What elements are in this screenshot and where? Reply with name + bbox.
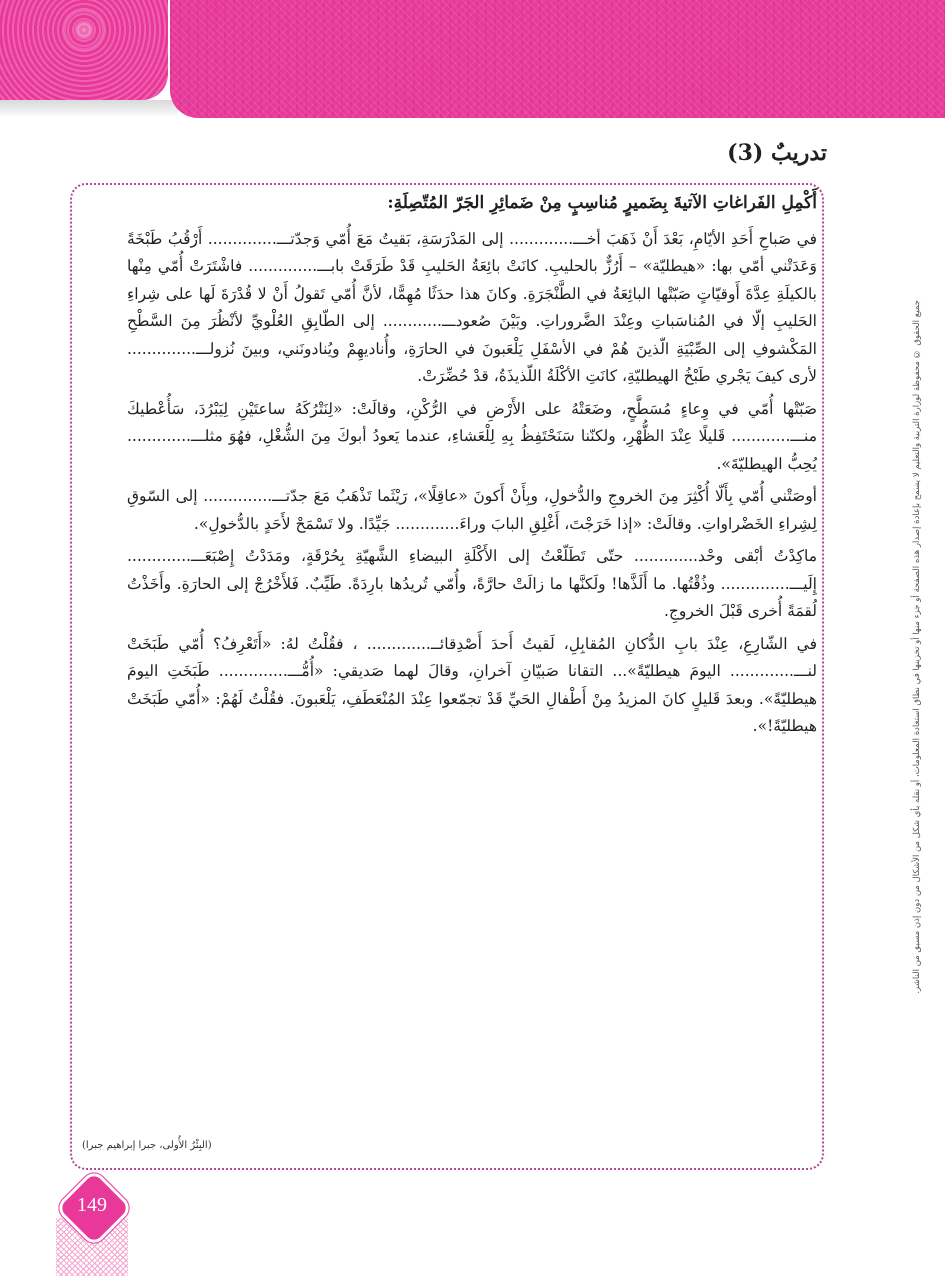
paragraph-1: في صَباحِ أَحَدِ الأيّامِ، بَعْدَ أَنْ ذَهَبَ أخـــ............. إلى المَدْرَسَةِ، بَقيتُ مَعَ أُمّي وَجدّتـــ.............. أَرْقُبُ طَبْخَةً وَعَدَتْني أمّي بها: «هيطليّة» – أَرُزٌّ بالحليبِ. كانَتْ بائِعَةُ الحَليبِ قَدْ طَرَقَتْ بابـــ.............. فاشْتَرَتْ أُمّي مِنْها بالكيلَةِ عِدَّةَ أَوقيّاتٍ صَبّتْها البائِعَةُ في الطَّنْجَرَةِ. وكانَ هذا حدَثًا مُهِمًّا، لأنَّ أُمّي تَقولُ أَنْ لا قُدْرَةَ لَها على شِراءِ الحَليبِ إلّا في المُناسَباتِ وعِنْدَ الضَّروراتِ. وبَيْنَ صُعودـــ............ إلى الطّابِقِ العُلْويِّ لأنْظُرَ مِنَ السَّطْحِ المَكْشوفِ إلى الصِّبْيَةِ الّذينَ هُمْ في الأسْفَلِ يَلْعَبونَ في الحارَةِ، وأُناديهِمْ ويُنادونَني، وبينَ نُزولـــ.............. لأرى كيفَ يَجْري طَبْخُ الهيطليّةِ، كانَتِ الأكْلَةُ اللّذيذَةُ، قدْ حُضِّرَتْ. [127,229,817,385]
exercise-instruction: أَكْمِلِ الفَراغاتِ الآتيةَ بِضَميرٍ مُناسِبٍ مِنْ ضَمائِرِ الجَرّ المُتّصِلَةِ: [387,193,817,213]
paragraph-3: أوصَتْني أُمّي بِأَلّا أُكْثِرَ مِنَ الخروجِ والدُّخولِ، وبِأَنْ أَكونَ «عاقِلًا»، رَيْثَما تَذْهَبُ مَعَ جدّتـــ.............. إلى السّوقِ لِشِراءِ الخَضْراواتِ. وقالَتْ: «إذا خَرَجْتَ، أَغْلِقِ البابَ وراءَ............. جَيِّدًا. ولا تَسْمَحْ لأَحَدٍ بالدُّخولِ». [127,487,817,533]
exercise-content [127,190,817,746]
corner-shadow [0,100,178,118]
exercise-title: تدريبٌ (3) [727,140,827,166]
source-citation: (البِئْرُ الأُولى، جبرا إبراهيم جبرا) [82,1140,212,1151]
paragraph-4: ماكِدْتُ أبْقى وحْد............. حتّى تَطَلّعْتُ إلى الأَكْلَةِ البيضاءِ الشَّهيّةِ بِحُرْقَةٍ، ومَدَدْتُ إِصْبَعَـــ............. إِلَيـــ.............. وذُقْتُها. ما أَلَذَّها! ولَكنَّها ما زالَتْ حارَّةً، وأُمّي تُريدُها بارِدَةً. طَيِّبٌ. فَلأَخْرُجْ إلى الحارَةِ. وأَخَذْتُ لُقمَةً أُخرى قَبْلَ الخروجِ. [127,547,817,620]
copyright-note: جميع الحقوق © محفوظة لوزارة التربية والتعليم لا يسمح بإعادة إصدار هذه الصفحة أو جزء منها أو تخزينها في نطاق استعادة المعلومات، أو نقله بأي شكل من الأشكال من دون إذن مسبق من الناشر. [912,300,922,994]
header-banner [170,0,945,118]
corner-decoration [0,0,168,100]
paragraph-5: في الشّارِعِ، عِنْدَ بابِ الدُّكانِ المُقابِلِ، لَقيتُ أَحدَ أَصْدِقائــ............. ، فقُلْتُ لهُ: «أَتَعْرِفُ؟ أُمّي طَبَخَتْ لنـــ............. اليومَ هيطليّةً»... التقانا صَبيّانِ آخرانِ، وقالَ لهما صَديقي: «أُمُّـــ.............. طَبَخَتِ اليومَ هيطليّةً». وبعدَ قَليلٍ كانَ المزيدُ مِنْ أَطْفالِ الحَيِّ قَدْ تجمّعوا عِنْدَ المُنْعَطَفِ، يَلْعَبونَ. فقُلْتُ لَهُمْ: «أُمّي طَبَخَتْ هيطليّةً!». [127,634,817,735]
paragraph-2: صَبّتْها أُمّي في وِعاءٍ مُسَطَّحٍ، وضَعَتْهُ على الأَرْضِ في الرُّكْنِ، وقالَتْ: «لِنَتْرُكَهُ ساعتَيْنِ لِيَبْرُدَ، سَأُعْطيكَ منـــ............ قَليلًا عِنْدَ الظُّهْرِ، ولكنّنا سَنَحْتَفِظُ بِهِ لِلْعَشاءِ، عندما يَعودُ أبوكَ مِنَ الشُّغْلِ، فهُوَ مثلـــ............. يُحِبُّ الهيطليّةَ». [127,399,817,473]
page-number: 149 [77,1194,107,1216]
